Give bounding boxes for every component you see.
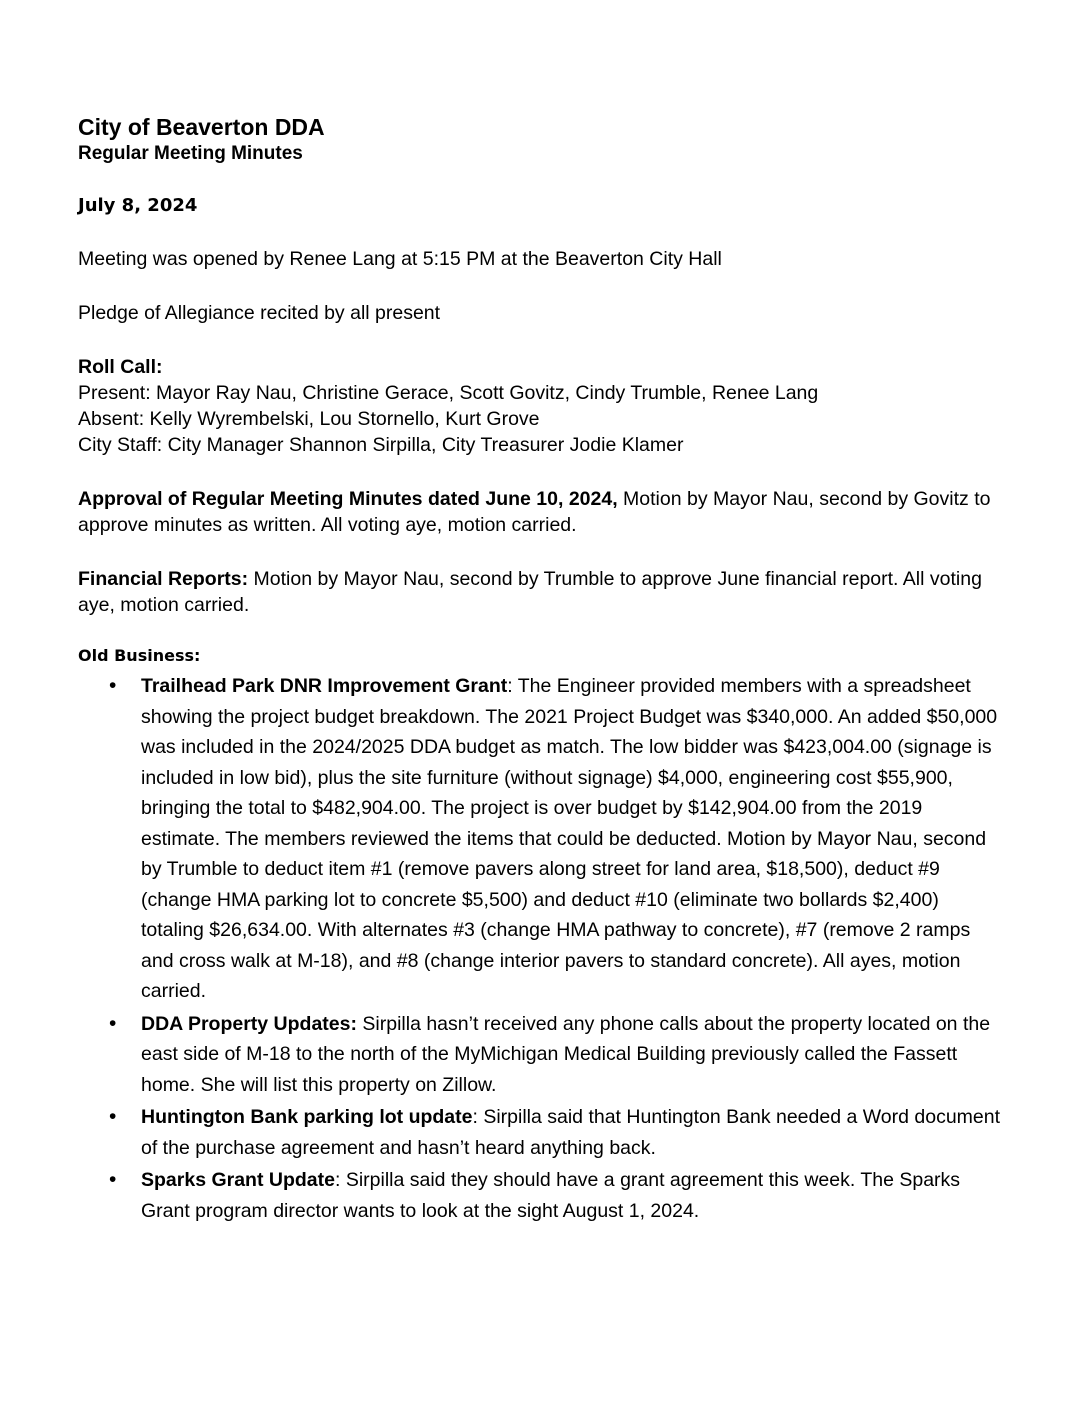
roll-call-section (78, 354, 1003, 458)
item-label: Trailhead Park DNR Improvement Grant (141, 675, 508, 697)
approval-text: Motion by Mayor Nau, second by Govitz to approve minutes as written. All voting aye, motion carried. (78, 488, 991, 536)
minutes-document (78, 112, 1003, 1228)
roll-call-heading: Roll Call: (78, 356, 163, 378)
old-business-heading: Old Business: (78, 646, 201, 665)
list-item (78, 1009, 1003, 1101)
roll-call-absent: Absent: Kelly Wyrembelski, Lou Stornello, Kurt Grove (78, 408, 540, 430)
financial-label: Financial Reports: (78, 568, 249, 590)
item-label: Sparks Grant Update (141, 1169, 335, 1191)
item-label: DDA Property Updates: (141, 1012, 357, 1035)
item-text: : Sirpilla said they should have a grant agreement this week. The Sparks Grant program director wants to look at the sight August 1, 2024. (141, 1169, 961, 1222)
old-business-list (78, 671, 1003, 1226)
document-title: City of Beaverton DDA (78, 114, 325, 140)
meeting-date: July 8, 2024 (78, 195, 198, 216)
financial-paragraph (78, 566, 1003, 618)
roll-call-present: Present: Mayor Ray Nau, Christine Gerace, Scott Govitz, Cindy Trumble, Renee Lang (78, 382, 819, 404)
pledge-statement: Pledge of Allegiance recited by all present (78, 302, 441, 324)
list-item (78, 1165, 1003, 1226)
item-text: : The Engineer provided members with a spreadsheet showing the project budget breakdown. The 2021 Project Budget was $340,000. An added $50,000 was included in the 2024/2025 DDA budget as match. The low bidder was $423,004.00 (signage is included in low bid), plus the site furniture (without signage) $4,000, engineering cost $55,900, bringing the total to $482,904.00. The project is over budget by $142,904.00 from the 2019 estimate. The members reviewed the items that could be deducted. Motion by Mayor Nau, second by Trumble to deduct item #1 (remove pavers along street for land area, $18,500), deduct #9 (change HMA parking lot to concrete $5,500) and deduct #10 (eliminate two bollards $2,400) totaling $26,634.00. With alternates #3 (change HMA pathway to concrete), #7 (remove 2 ramps and cross walk at M-18), and #8 (change interior pavers to standard concrete). All ayes, motion carried. (141, 675, 998, 1002)
approval-label: Approval of Regular Meeting Minutes dated June 10, 2024, (78, 488, 618, 510)
item-label: Huntington Bank parking lot update (141, 1106, 473, 1128)
approval-paragraph (78, 486, 1003, 538)
item-text: Sirpilla hasn’t received any phone calls about the property located on the east side of M-18 to the north of the MyMichigan Medical Building previously called the Fassett home. She will list this property on Zillow. (141, 1012, 991, 1096)
list-item (78, 671, 1003, 1007)
list-item (78, 1102, 1003, 1163)
financial-text: Motion by Mayor Nau, second by Trumble to approve June financial report. All voting aye, motion carried. (78, 568, 982, 616)
roll-call-staff: City Staff: City Manager Shannon Sirpilla, City Treasurer Jodie Klamer (78, 434, 684, 456)
opening-statement: Meeting was opened by Renee Lang at 5:15 PM at the Beaverton City Hall (78, 248, 722, 270)
item-text: : Sirpilla said that Huntington Bank needed a Word document of the purchase agreement and hasn’t heard anything back. (141, 1106, 1001, 1159)
document-subtitle: Regular Meeting Minutes (78, 143, 303, 164)
